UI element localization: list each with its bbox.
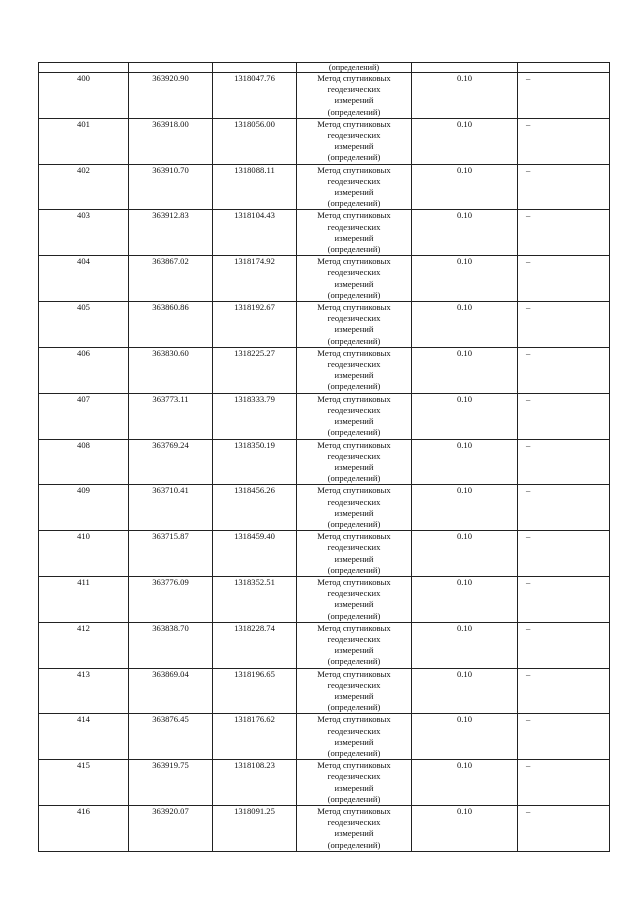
method-text-line: (определений)	[327, 198, 381, 209]
table-row	[39, 210, 610, 256]
x-coordinate-cell: 363920.07	[129, 806, 213, 852]
y-coordinate-cell: 1318456.26	[213, 485, 297, 531]
table-row	[39, 531, 610, 577]
method-text-line: измерений	[334, 599, 374, 610]
description-cell: –	[518, 302, 610, 348]
coordinates-table	[38, 62, 610, 852]
method-cell	[297, 347, 412, 393]
method-text-line: геодезических	[327, 221, 381, 232]
method-text-line: геодезических	[327, 725, 381, 736]
method-text-line: (определений)	[327, 473, 381, 484]
method-text-line: (определений)	[327, 335, 381, 346]
method-text-line: (определений)	[327, 427, 381, 438]
table-row	[39, 439, 610, 485]
table-row	[39, 576, 610, 622]
method-text-line: Метод спутниковых	[317, 760, 391, 771]
method-text-line: измерений	[334, 461, 374, 472]
table-row	[39, 347, 610, 393]
method-text-line: Метод спутниковых	[317, 576, 391, 587]
method-text-line: (определений)	[327, 106, 381, 117]
point-number-cell: 411	[39, 576, 129, 622]
table-row	[39, 256, 610, 302]
method-text-line: измерений	[334, 416, 374, 427]
method-text-line: геодезических	[327, 175, 381, 186]
y-coordinate-cell: 1318047.76	[213, 73, 297, 119]
method-text-line: (определений)	[327, 656, 381, 667]
x-coordinate-cell: 363769.24	[129, 439, 213, 485]
method-text-line: измерений	[334, 553, 374, 564]
y-coordinate-cell: 1318196.65	[213, 668, 297, 714]
method-text-line: измерений	[334, 736, 374, 747]
point-number-cell: 416	[39, 806, 129, 852]
description-cell: –	[518, 164, 610, 210]
y-coordinate-cell: 1318176.62	[213, 714, 297, 760]
table-row	[39, 302, 610, 348]
point-number-cell: 413	[39, 668, 129, 714]
method-text-line: (определений)	[327, 152, 381, 163]
method-text-line: геодезических	[327, 496, 381, 507]
y-coordinate-cell: 1318352.51	[213, 576, 297, 622]
point-number-cell: 404	[39, 256, 129, 302]
accuracy-cell: 0.10	[412, 714, 518, 760]
accuracy-cell: 0.10	[412, 576, 518, 622]
method-cell	[297, 806, 412, 852]
method-text-line: Метод спутниковых	[317, 118, 391, 129]
description-cell: –	[518, 256, 610, 302]
method-text-line: геодезических	[327, 679, 381, 690]
y-coordinate-cell: 1318228.74	[213, 622, 297, 668]
accuracy-cell: 0.10	[412, 806, 518, 852]
description-cell: –	[518, 118, 610, 164]
accuracy-cell: 0.10	[412, 531, 518, 577]
accuracy-cell: 0.10	[412, 439, 518, 485]
method-text-line: Метод спутниковых	[317, 485, 391, 496]
method-cell	[297, 531, 412, 577]
method-cell	[297, 760, 412, 806]
y-coordinate-cell: 1318225.27	[213, 347, 297, 393]
method-cell	[297, 393, 412, 439]
method-text-line: Метод спутниковых	[317, 439, 391, 450]
point-number-cell: 401	[39, 118, 129, 164]
x-coordinate-cell: 363920.90	[129, 73, 213, 119]
method-text-line: измерений	[334, 95, 374, 106]
y-coordinate-cell: 1318108.23	[213, 760, 297, 806]
method-text-line: (определений)	[327, 244, 381, 255]
method-text-line: измерений	[334, 324, 374, 335]
point-number-cell: 400	[39, 73, 129, 119]
point-number-cell: 407	[39, 393, 129, 439]
point-number-cell: 403	[39, 210, 129, 256]
method-text-line: измерений	[334, 828, 374, 839]
accuracy-cell: 0.10	[412, 302, 518, 348]
description-cell: –	[518, 393, 610, 439]
description-cell: –	[518, 576, 610, 622]
x-coordinate-cell: 363773.11	[129, 393, 213, 439]
accuracy-cell: 0.10	[412, 73, 518, 119]
method-text-line: (определений)	[327, 610, 381, 621]
point-number-cell: 402	[39, 164, 129, 210]
y-coordinate-cell: 1318192.67	[213, 302, 297, 348]
description-cell: –	[518, 210, 610, 256]
point-number-cell: 409	[39, 485, 129, 531]
method-cell	[297, 256, 412, 302]
method-text-line: геодезических	[327, 130, 381, 141]
point-number-cell: 415	[39, 760, 129, 806]
method-text-line: Метод спутниковых	[317, 164, 391, 175]
table-row	[39, 485, 610, 531]
method-text-line: геодезических	[327, 359, 381, 370]
method-text-line: Метод спутниковых	[317, 256, 391, 267]
description-cell: –	[518, 73, 610, 119]
y-coordinate-cell: 1318174.92	[213, 256, 297, 302]
point-number-cell: 408	[39, 439, 129, 485]
table-row	[39, 668, 610, 714]
method-cell	[297, 118, 412, 164]
method-text-line: Метод спутниковых	[317, 210, 391, 221]
description-cell: –	[518, 485, 610, 531]
method-text-line: (определений)	[327, 381, 381, 392]
x-coordinate-cell: 363869.04	[129, 668, 213, 714]
description-cell: –	[518, 622, 610, 668]
accuracy-cell: 0.10	[412, 164, 518, 210]
method-cell	[297, 622, 412, 668]
method-text-line: геодезических	[327, 588, 381, 599]
method-text-line: (определений)	[327, 564, 381, 575]
method-cell	[297, 164, 412, 210]
accuracy-cell: 0.10	[412, 210, 518, 256]
method-text-line: измерений	[334, 187, 374, 198]
table-cell	[412, 63, 518, 73]
method-text-line: измерений	[334, 507, 374, 518]
method-text-line: (определений)	[327, 839, 381, 850]
accuracy-cell: 0.10	[412, 760, 518, 806]
method-text-line: Метод спутниковых	[317, 531, 391, 542]
method-text-line: Метод спутниковых	[317, 73, 391, 83]
x-coordinate-cell: 363776.09	[129, 576, 213, 622]
method-cell	[297, 668, 412, 714]
x-coordinate-cell: 363876.45	[129, 714, 213, 760]
method-text-line: измерений	[334, 645, 374, 656]
table-cell	[129, 63, 213, 73]
method-cell	[297, 210, 412, 256]
method-text-line: (определений)	[327, 793, 381, 804]
description-cell: –	[518, 668, 610, 714]
accuracy-cell: 0.10	[412, 347, 518, 393]
x-coordinate-cell: 363860.86	[129, 302, 213, 348]
method-text-line: Метод спутниковых	[317, 806, 391, 816]
method-text-line: Метод спутниковых	[317, 393, 391, 404]
x-coordinate-cell: 363912.83	[129, 210, 213, 256]
description-cell: –	[518, 439, 610, 485]
method-cell	[297, 485, 412, 531]
accuracy-cell: 0.10	[412, 393, 518, 439]
method-text-line: (определений)	[327, 518, 381, 529]
table-row	[39, 73, 610, 119]
x-coordinate-cell: 363830.60	[129, 347, 213, 393]
description-cell: –	[518, 347, 610, 393]
continuation-row	[39, 63, 610, 73]
method-text-line: геодезических	[327, 267, 381, 278]
method-cell	[297, 73, 412, 119]
method-text-line: геодезических	[327, 313, 381, 324]
method-text-line: Метод спутниковых	[317, 347, 391, 358]
method-text-line: геодезических	[327, 633, 381, 644]
method-text-line: геодезических	[327, 450, 381, 461]
method-text-line: геодезических	[327, 542, 381, 553]
method-text-line: Метод спутниковых	[317, 714, 391, 725]
accuracy-cell: 0.10	[412, 485, 518, 531]
method-text-line: измерений	[334, 690, 374, 701]
method-text-line: измерений	[334, 232, 374, 243]
table-cell	[39, 63, 129, 73]
table-row	[39, 164, 610, 210]
method-text-line: Метод спутниковых	[317, 668, 391, 679]
accuracy-cell: 0.10	[412, 118, 518, 164]
table-cell	[213, 63, 297, 73]
method-cell	[297, 714, 412, 760]
point-number-cell: 406	[39, 347, 129, 393]
method-cell	[297, 576, 412, 622]
x-coordinate-cell: 363918.00	[129, 118, 213, 164]
y-coordinate-cell: 1318056.00	[213, 118, 297, 164]
method-text-line: измерений	[334, 141, 374, 152]
x-coordinate-cell: 363710.41	[129, 485, 213, 531]
accuracy-cell: 0.10	[412, 668, 518, 714]
x-coordinate-cell: 363715.87	[129, 531, 213, 577]
method-text-line: Метод спутниковых	[317, 302, 391, 313]
y-coordinate-cell: 1318459.40	[213, 531, 297, 577]
method-cell-tail: (определений)	[297, 63, 412, 73]
description-cell: –	[518, 714, 610, 760]
method-cell	[297, 439, 412, 485]
method-text-line: геодезических	[327, 84, 381, 95]
table-row	[39, 806, 610, 852]
table-cell	[518, 63, 610, 73]
description-cell: –	[518, 531, 610, 577]
x-coordinate-cell: 363867.02	[129, 256, 213, 302]
table-row	[39, 714, 610, 760]
method-text-line: геодезических	[327, 771, 381, 782]
description-cell: –	[518, 760, 610, 806]
point-number-cell: 412	[39, 622, 129, 668]
y-coordinate-cell: 1318333.79	[213, 393, 297, 439]
method-text-line: (определений)	[327, 289, 381, 300]
accuracy-cell: 0.10	[412, 256, 518, 302]
method-text-line: измерений	[334, 370, 374, 381]
method-text-line: геодезических	[327, 817, 381, 828]
point-number-cell: 405	[39, 302, 129, 348]
method-text-line: геодезических	[327, 404, 381, 415]
y-coordinate-cell: 1318350.19	[213, 439, 297, 485]
method-cell	[297, 302, 412, 348]
y-coordinate-cell: 1318104.43	[213, 210, 297, 256]
y-coordinate-cell: 1318091.25	[213, 806, 297, 852]
x-coordinate-cell: 363919.75	[129, 760, 213, 806]
x-coordinate-cell: 363910.70	[129, 164, 213, 210]
method-text-line: измерений	[334, 278, 374, 289]
table-row	[39, 760, 610, 806]
table-row	[39, 118, 610, 164]
table-row	[39, 393, 610, 439]
point-number-cell: 414	[39, 714, 129, 760]
y-coordinate-cell: 1318088.11	[213, 164, 297, 210]
point-number-cell: 410	[39, 531, 129, 577]
method-text-line: (определений)	[327, 747, 381, 758]
method-text-line: измерений	[334, 782, 374, 793]
method-text-line: Метод спутниковых	[317, 622, 391, 633]
method-text-line: (определений)	[327, 702, 381, 713]
accuracy-cell: 0.10	[412, 622, 518, 668]
table-row	[39, 622, 610, 668]
x-coordinate-cell: 363838.70	[129, 622, 213, 668]
description-cell: –	[518, 806, 610, 852]
